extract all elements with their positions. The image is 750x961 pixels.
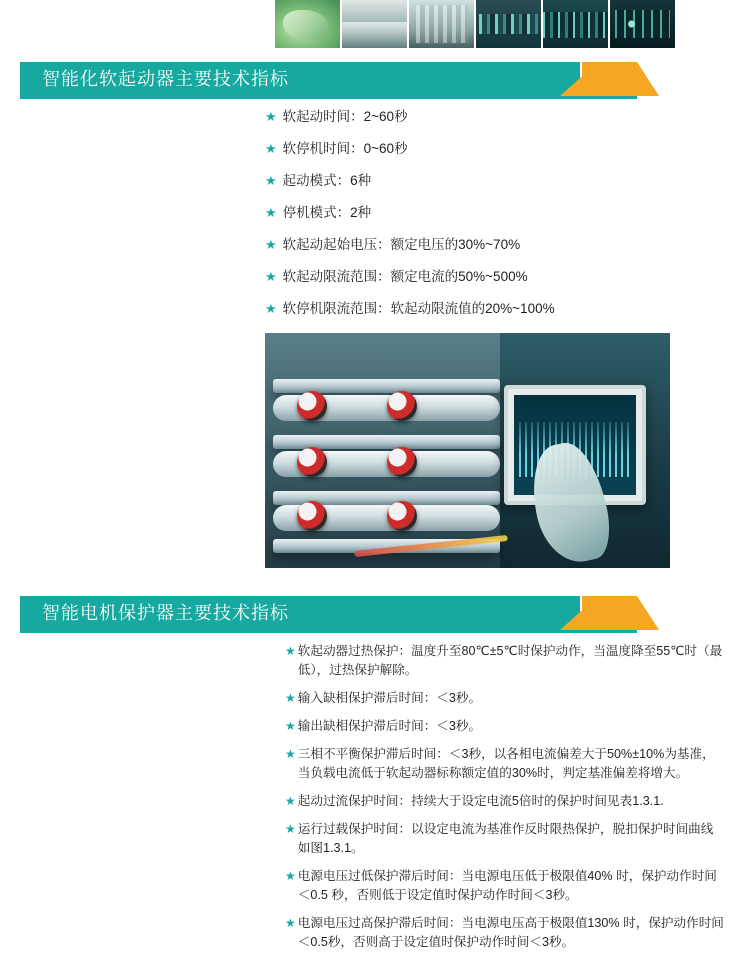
star-icon: ★ <box>265 301 277 316</box>
section-header-accent-block <box>582 596 637 630</box>
list-item-label: 软起动器过热保护：温度升至80℃±5℃时保护动作，当温度降至55℃时（最低），过热保护解除。 <box>297 644 723 677</box>
list-item <box>285 745 725 783</box>
star-icon: ★ <box>285 794 296 808</box>
list-item <box>265 268 705 286</box>
section-header-arrow-icon <box>637 596 659 630</box>
list-item-label: 输入缺相保护滞后时间：＜3秒。 <box>297 691 482 705</box>
list-item-label: 软起动限流范围：额定电流的50%~500% <box>282 269 528 284</box>
star-icon: ★ <box>265 237 277 252</box>
list-item <box>265 140 705 158</box>
star-icon: ★ <box>285 869 296 883</box>
star-icon: ★ <box>265 269 277 284</box>
list-item-label: 起动过流保护时间：持续大于设定电流5倍时的保护时间见表1.3.1. <box>297 794 664 808</box>
photo-cell-panel <box>342 0 409 48</box>
photo-cell-circuit-row <box>476 0 543 48</box>
list-item <box>285 867 725 905</box>
section-header-underline <box>20 630 637 633</box>
star-icon: ★ <box>285 916 296 930</box>
list-item <box>265 300 705 318</box>
list-item <box>285 792 725 811</box>
star-icon: ★ <box>265 141 277 156</box>
section-header-motor-protector <box>20 596 637 630</box>
star-icon: ★ <box>285 719 296 733</box>
breaker-knob <box>387 391 417 421</box>
section-title-motor-protector: 智能电机保护器主要技术指标 <box>42 603 289 623</box>
list-item <box>285 642 725 680</box>
list-item <box>285 689 725 708</box>
list-item-label: 三相不平衡保护滞后时间：＜3秒，以各相电流偏差大于50%±10%为基准，当负载电流低于软起动器标称额定值的30%时，判定基准偏差将增大。 <box>297 747 715 780</box>
list-item-label: 停机模式：2种 <box>282 205 372 220</box>
star-icon: ★ <box>265 205 277 220</box>
section-header-accent-block <box>582 62 637 96</box>
control-cabinet-photo <box>265 333 670 568</box>
breaker-knob <box>387 447 417 477</box>
list-item <box>285 914 725 952</box>
spec-list-motor-protector <box>285 642 725 961</box>
star-icon: ★ <box>265 109 277 124</box>
section-header-arrow-icon <box>637 62 659 96</box>
list-item-label: 软停机时间：0~60秒 <box>282 141 408 156</box>
spec-list-soft-starter <box>265 108 705 364</box>
star-icon: ★ <box>285 822 296 836</box>
list-item-label: 电源电压过高保护滞后时间：当电源电压高于极限值130% 时，保护动作时间＜0.5秒，否则高于设定值时保护动作时间＜3秒。 <box>297 916 724 949</box>
list-item <box>265 108 705 126</box>
photo-cell-terminals <box>409 0 476 48</box>
breaker-knob <box>387 501 417 531</box>
star-icon: ★ <box>285 747 296 761</box>
photo-cell-indicator <box>610 0 675 48</box>
star-icon: ★ <box>285 644 296 658</box>
product-photo-strip <box>275 0 675 48</box>
list-item-label: 软起动起始电压：额定电压的30%~70% <box>282 237 521 252</box>
star-icon: ★ <box>265 173 277 188</box>
list-item-label: 起动模式：6种 <box>282 173 372 188</box>
star-icon: ★ <box>285 691 296 705</box>
list-item <box>285 717 725 736</box>
list-item-label: 软起动时间：2~60秒 <box>282 109 408 124</box>
list-item-label: 输出缺相保护滞后时间：＜3秒。 <box>297 719 482 733</box>
list-item <box>265 204 705 222</box>
list-item-label: 电源电压过低保护滞后时间：当电源电压低于极限值40% 时，保护动作时间＜0.5 秒，否则低于设定值时保护动作时间＜3秒。 <box>297 869 717 902</box>
list-item <box>285 820 725 858</box>
list-item-label: 运行过载保护时间：以设定电流为基准作反时限热保护，脱扣保护时间曲线如图1.3.1。 <box>297 822 714 855</box>
list-item-label: 软停机限流范围：软起动限流值的20%~100% <box>282 301 555 316</box>
list-item <box>265 172 705 190</box>
photo-cell-circuit-row-2 <box>543 0 610 48</box>
section-header-underline <box>20 96 637 99</box>
list-item <box>265 236 705 254</box>
photo-cell-green-component <box>275 0 342 48</box>
section-title-soft-starter: 智能化软起动器主要技术指标 <box>42 69 289 89</box>
section-header-soft-starter <box>20 62 637 96</box>
